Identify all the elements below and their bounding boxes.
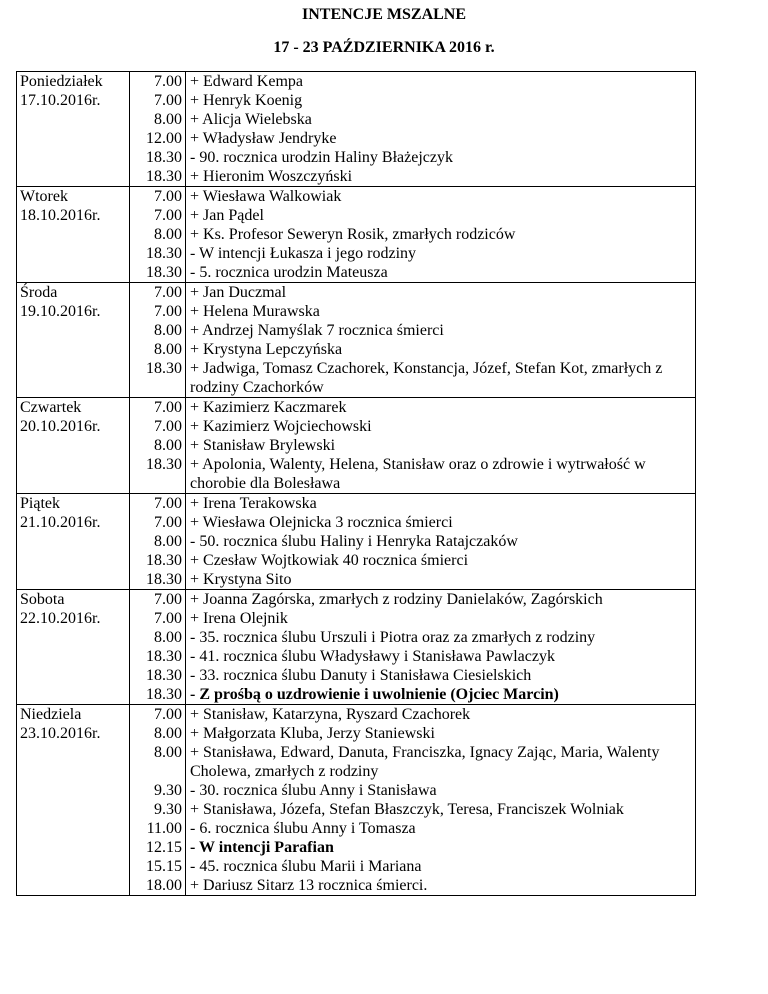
mass-time: 12.00: [146, 130, 182, 147]
mass-intention: + Stanisława, Józefa, Stefan Błaszczyk, Teresa, Franciszek Wolniak: [190, 801, 624, 818]
mass-intention: - 35. rocznica ślubu Urszuli i Piotra oraz za zmarłych z rodziny: [190, 629, 596, 646]
mass-intention: + Władysław Jendryke: [190, 130, 337, 147]
day-name: Niedziela: [20, 706, 82, 723]
mass-time: 8.00: [154, 437, 182, 454]
time-cell: [130, 494, 186, 590]
mass-intention: - 6. rocznica ślubu Anny i Tomasza: [190, 820, 416, 837]
mass-intention: + Krystyna Lepczyńska: [190, 341, 343, 358]
mass-intention: + Hieronim Woszczyński: [190, 168, 353, 185]
mass-time: 8.00: [154, 226, 182, 243]
day-date: 21.10.2016r.: [20, 514, 101, 531]
day-name: Wtorek: [20, 188, 68, 205]
day-row: [17, 283, 696, 398]
mass-intention: + Henryk Koenig: [190, 92, 303, 109]
mass-time: 7.00: [154, 514, 182, 531]
mass-intention: - 50. rocznica ślubu Haliny i Henryka Ratajczaków: [190, 533, 518, 550]
time-cell: [130, 705, 186, 896]
mass-intention: - 45. rocznica ślubu Marii i Mariana: [190, 858, 422, 875]
mass-intention: + Wiesława Olejnicka 3 rocznica śmierci: [190, 514, 453, 531]
day-date: 22.10.2016r.: [20, 610, 101, 627]
mass-time: 8.00: [154, 341, 182, 358]
mass-time: 7.00: [154, 591, 182, 608]
mass-intention: + Kazimierz Kaczmarek: [190, 399, 347, 416]
day-row: [17, 494, 696, 590]
mass-time: 8.00: [154, 533, 182, 550]
mass-intention: - 5. rocznica urodzin Mateusza: [190, 264, 388, 281]
mass-time: 18.30: [146, 360, 182, 377]
mass-intention: + Stanisława, Edward, Danuta, Franciszka, Ignacy Zając, Maria, Walenty Cholewa, zmarłych z rodziny: [190, 744, 660, 780]
day-name: Sobota: [20, 591, 65, 608]
mass-time: 15.15: [146, 858, 182, 875]
mass-time: 7.00: [154, 495, 182, 512]
mass-intention: + Wiesława Walkowiak: [190, 188, 342, 205]
mass-intention: - 30. rocznica ślubu Anny i Stanisława: [190, 782, 437, 799]
mass-intentions-table: [16, 71, 696, 896]
day-row: [17, 705, 696, 896]
intention-cell: [186, 283, 696, 398]
day-date: 23.10.2016r.: [20, 725, 101, 742]
day-date: 19.10.2016r.: [20, 303, 101, 320]
mass-intention: + Stanisław, Katarzyna, Ryszard Czachorek: [190, 706, 471, 723]
time-cell: [130, 590, 186, 705]
mass-time: 8.00: [154, 629, 182, 646]
day-name: Poniedziałek: [20, 73, 103, 90]
mass-intention: - W intencji Łukasza i jego rodziny: [190, 245, 417, 262]
mass-time: 7.00: [154, 207, 182, 224]
schedule-body: [17, 72, 696, 896]
mass-intention: + Helena Murawska: [190, 303, 320, 320]
time-cell: [130, 187, 186, 283]
day-name: Piątek: [20, 495, 60, 512]
mass-intention: + Krystyna Sito: [190, 571, 292, 588]
mass-intention: - Z prośbą o uzdrowienie i uwolnienie (Ojciec Marcin): [190, 686, 559, 703]
mass-time: 7.00: [154, 399, 182, 416]
mass-intention: + Jan Pądel: [190, 207, 264, 224]
mass-intention: + Jadwiga, Tomasz Czachorek, Konstancja, Józef, Stefan Kot, zmarłych z rodziny Czachorków: [190, 360, 663, 396]
mass-intention: - W intencji Parafian: [190, 839, 334, 856]
intention-cell: [186, 187, 696, 283]
page-title: INTENCJE MSZALNE: [301, 6, 467, 23]
day-name: Czwartek: [20, 399, 82, 416]
mass-time: 7.00: [154, 610, 182, 627]
intention-cell: [186, 705, 696, 896]
day-cell: [17, 187, 130, 283]
mass-time: 18.30: [146, 149, 182, 166]
day-cell: [17, 398, 130, 494]
mass-time: 18.30: [146, 648, 182, 665]
day-cell: [17, 72, 130, 187]
mass-intention: + Kazimierz Wojciechowski: [190, 418, 372, 435]
mass-intention: + Stanisław Brylewski: [190, 437, 336, 454]
mass-time: 8.00: [154, 744, 182, 761]
day-date: 20.10.2016r.: [20, 418, 101, 435]
day-cell: [17, 494, 130, 590]
day-cell: [17, 283, 130, 398]
day-cell: [17, 705, 130, 896]
mass-intention: + Ks. Profesor Seweryn Rosik, zmarłych rodziców: [190, 226, 516, 243]
mass-intention: + Irena Terakowska: [190, 495, 317, 512]
mass-time: 18.30: [146, 456, 182, 473]
mass-intention: + Dariusz Sitarz 13 rocznica śmierci.: [190, 877, 428, 894]
mass-intention: + Irena Olejnik: [190, 610, 288, 627]
day-row: [17, 72, 696, 187]
mass-time: 7.00: [154, 92, 182, 109]
day-date: 18.10.2016r.: [20, 207, 101, 224]
mass-intention: - 41. rocznica ślubu Władysławy i Stanisława Pawlaczyk: [190, 648, 555, 665]
mass-time: 18.30: [146, 686, 182, 703]
intention-cell: [186, 590, 696, 705]
mass-time: 9.30: [154, 782, 182, 799]
day-row: [17, 590, 696, 705]
intention-cell: [186, 72, 696, 187]
mass-intention: - 33. rocznica ślubu Danuty i Stanisława Ciesielskich: [190, 667, 532, 684]
mass-time: 18.30: [146, 667, 182, 684]
mass-time: 9.30: [154, 801, 182, 818]
mass-intention: + Apolonia, Walenty, Helena, Stanisław oraz o zdrowie i wytrwałość w chorobie dla Bolesława: [190, 456, 646, 492]
time-cell: [130, 72, 186, 187]
mass-time: 11.00: [146, 820, 182, 837]
mass-time: 18.30: [146, 571, 182, 588]
day-row: [17, 398, 696, 494]
mass-time: 12.15: [146, 839, 182, 856]
time-cell: [130, 283, 186, 398]
mass-time: 18.30: [146, 168, 182, 185]
mass-intention: - 90. rocznica urodzin Haliny Błażejczyk: [190, 149, 453, 166]
intention-cell: [186, 494, 696, 590]
mass-time: 7.00: [154, 418, 182, 435]
mass-time: 7.00: [154, 303, 182, 320]
mass-time: 8.00: [154, 111, 182, 128]
day-name: Środa: [20, 284, 58, 301]
mass-time: 7.00: [154, 188, 182, 205]
day-date: 17.10.2016r.: [20, 92, 101, 109]
intention-cell: [186, 398, 696, 494]
mass-intention: + Jan Duczmal: [190, 284, 287, 301]
day-cell: [17, 590, 130, 705]
mass-intention: + Małgorzata Kluba, Jerzy Staniewski: [190, 725, 435, 742]
mass-time: 7.00: [154, 284, 182, 301]
date-range-subtitle: 17 - 23 PAŹDZIERNIKA 2016 r.: [273, 39, 495, 56]
mass-intention: + Edward Kempa: [190, 73, 303, 90]
mass-time: 7.00: [154, 706, 182, 723]
mass-time: 18.30: [146, 552, 182, 569]
mass-intention: + Andrzej Namyślak 7 rocznica śmierci: [190, 322, 444, 339]
mass-time: 7.00: [154, 73, 182, 90]
mass-intention: + Joanna Zagórska, zmarłych z rodziny Danielaków, Zagórskich: [190, 591, 603, 608]
day-row: [17, 187, 696, 283]
mass-time: 18.30: [146, 245, 182, 262]
mass-time: 8.00: [154, 725, 182, 742]
mass-intention: + Alicja Wielebska: [190, 111, 312, 128]
time-cell: [130, 398, 186, 494]
mass-time: 18.30: [146, 264, 182, 281]
mass-intention: + Czesław Wojtkowiak 40 rocznica śmierci: [190, 552, 469, 569]
mass-time: 18.00: [146, 877, 182, 894]
mass-time: 8.00: [154, 322, 182, 339]
